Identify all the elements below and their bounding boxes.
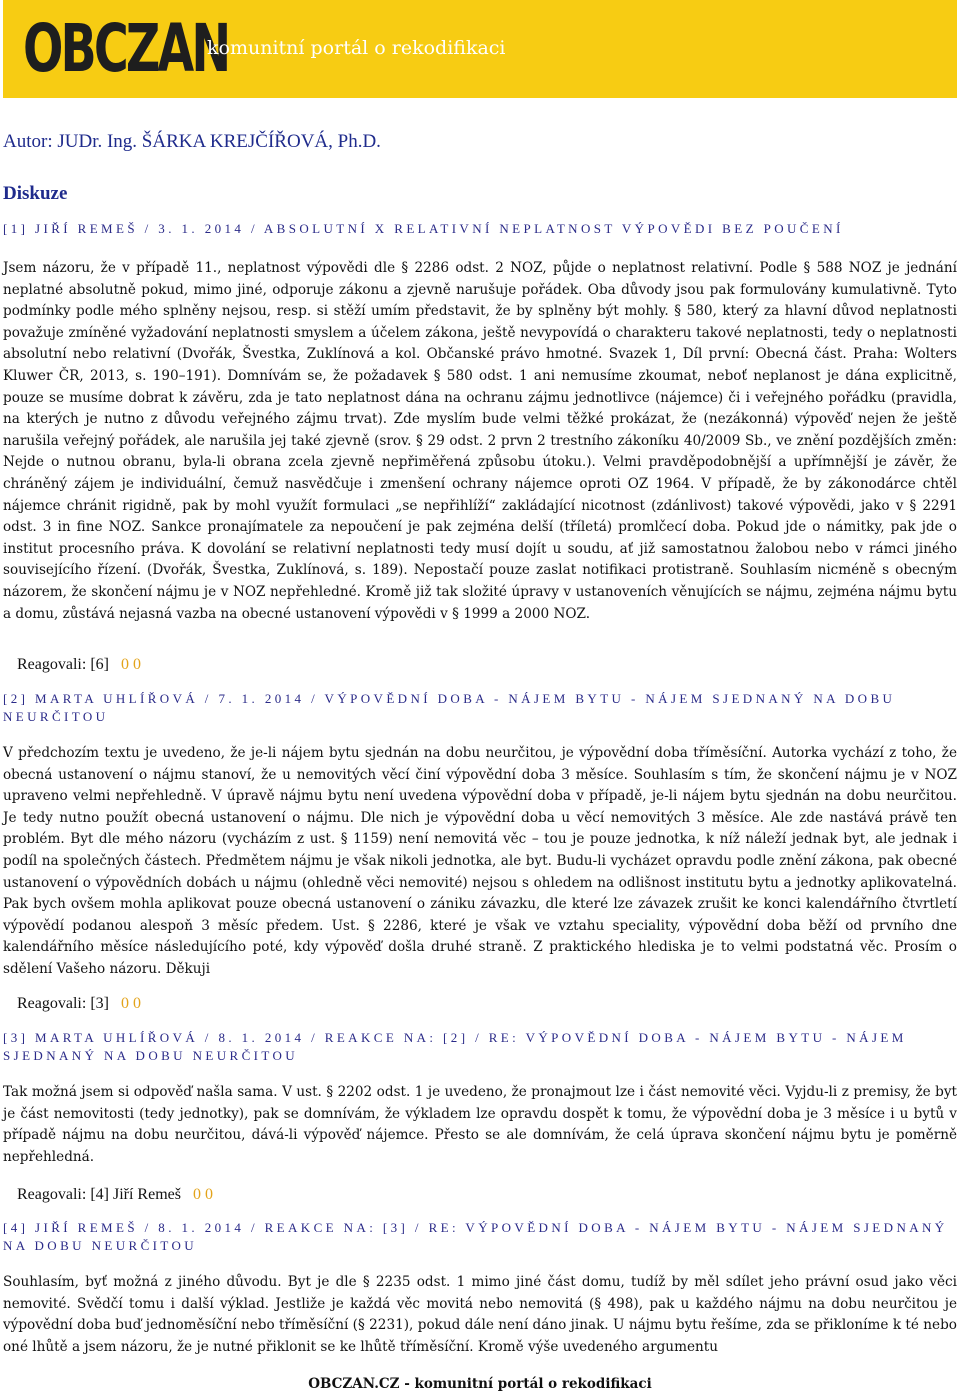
comment-text: Tak možná jsem si odpověď našla sama. V ust. § 2202 odst. 1 je uvedeno, že pronajmout lze i část nemovité věci. Vyjdu-li z premisy, že byt je část nemovitosti (tedy jednotky), pak se domnívám, že výkladem lze opravdu dospět k tomu, že výpovědní doba je 3 měsíce i u bytů v případě nájmu na dobu neurčitou, dává-li výpověď nájemce. Přesto se ale domnívám, že celá úprava skončení nájmu bytu je poměrně nepřehledná. [3,1084,957,1165]
comment-heading[interactable]: [4] JIŘÍ REMEŠ / 8. 1. 2014 / REAKCE NA: [3] / RE: VÝPOVĚDNÍ DOBA - NÁJEM BYTU - NÁJEM SJEDNANÝ NA DOBU NEURČITOU [3,1220,948,1253]
comment-reactions [17,995,141,1013]
site-logo[interactable]: OBCZAN [23,10,229,87]
vote-counts[interactable]: 0 0 [192,1186,213,1203]
comment-reactions [17,656,141,674]
vote-counts[interactable]: 0 0 [120,656,141,673]
site-tagline: komunitní portál o rekodifikaci [207,37,506,59]
reactions-label[interactable]: Reagovali: [4] Jiří Remeš [17,1186,181,1203]
comment-heading[interactable]: [1] JIŘÍ REMEŠ / 3. 1. 2014 / ABSOLUTNÍ X RELATIVNÍ NEPLATNOST VÝPOVĚDI BEZ POUČENÍ [3,221,844,236]
comment-text: Souhlasím, byť možná z jiného důvodu. Byt je dle § 2235 odst. 1 mimo jiné část domu, tudíž by měl sdílet jeho právní osud jako věci nemovité. Svědčí tomu i další výklad. Jestliže je každá věc movitá nebo nemovitá (§ 498), pak u každého nájmu na dobu neurčitou je výpovědní doba buď jednoměsíční nebo tříměsíční (§ 2231), pokud dále není dáno jinak. U nájmu bytu řešíme, zda se přikloníme k té nebo oné lhůtě a jsem názoru, že je nutné přiklonit se ke lhůtě tříměsíční. Kromě výše uvedeného argumentu [3,1274,957,1355]
comment-text: V předchozím textu je uvedeno, že je-li nájem bytu sjednán na dobu neurčitou, je výpovědní doba tříměsíční. Autorka vychází z toho, že obecná ustanovení o nájmu stanoví, že u nemovitých věcí činí výpovědní doba 3 měsíce. Souhlasím s tím, že skončení nájmu je v NOZ upraveno velmi nepřehledně. V úpravě nájmu bytu není uvedena výpovědní doba v případě, je-li nájem bytu sjednán na dobu neurčitou. Je tedy nutno použít obecná ustanovení o nájmu. Dle nich je výpovědní doba u věcí nemovitých 3 měsíce. Ale zde nastává právě ten problém. Byt dle mého názoru (vycházím z ust. § 1159) není nemovitá věc – tou je pouze jednotka, k níž náleží jednak byt, ale jednak i podíl na společných částech. Předmětem nájmu je však nikoli jednotka, ale byt. Budu-li vycházet opravdu podle znění zákona, pak obecné ustanovení o výpovědních dobách u nájmu (ohledně věci nemovité) nejsou s ohledem na odlišnost institutu bytu a jednotky aplikovatelná. Pak bych ovšem mohla aplikovat pouze obecná ustanovení o zániku závazku, dle které lze závazek zrušit ke konci kalendářního čtvrtletí výpovědí podanou alespoň 3 měsíc předem. Ust. § 2286, které je však ve vztahu speciality, výpovědní doba běží od prvního dne kalendářního měsíce následujícího poté, kdy výpověď došla druhé straně. Z praktického hlediska je to velmi podstatná věc. Prosím o sdělení Vašeho názoru. Děkuji [3,745,957,977]
reactions-label[interactable]: Reagovali: [3] [17,995,109,1012]
comment-heading[interactable]: [2] MARTA UHLÍŘOVÁ / 7. 1. 2014 / VÝPOVĚDNÍ DOBA - NÁJEM BYTU - NÁJEM SJEDNANÝ NA DOBU NEURČITOU [3,691,896,724]
header-banner [3,0,957,98]
comment-reactions [17,1186,213,1204]
vote-counts[interactable]: 0 0 [120,995,141,1012]
page-footer: OBCZAN.CZ - komunitní portál o rekodifikaci [308,1376,652,1392]
comment-heading[interactable]: [3] MARTA UHLÍŘOVÁ / 8. 1. 2014 / REAKCE NA: [2] / RE: VÝPOVĚDNÍ DOBA - NÁJEM BYTU - NÁJEM SJEDNANÝ NA DOBU NEURČITOU [3,1030,907,1063]
reactions-label[interactable]: Reagovali: [6] [17,656,109,673]
comment-text: Jsem názoru, že v případě 11., neplatnost výpovědi dle § 2286 odst. 2 NOZ, půjde o neplatnost relativní. Podle § 588 NOZ je jednání neplatné absolutně pokud, mimo jiné, odporuje zákonu a zjevně narušuje pořádek. Oba důvody jsou pak formulovány kumulativně. Tyto podmínky podle mého splněny nejsou, resp. si stěží umím představit, že by splněny být mohly. § 580, který za hlavní důvod neplatnosti považuje zmíněné vyžadování neplatnosti smyslem a účelem zákona, ještě nevypovídá o charakteru takové neplatnosti, tedy o neplatnosti absolutní nebo relativní (Dvořák, Švestka, Zuklínová a kol. Občanské právo hmotné. Svazek 1, Díl první: Obecná část. Praha: Wolters Kluwer ČR, 2013, s. 190–191). Domnívám se, že požadavek § 580 odst. 1 ani nemusíme zkoumat, neboť neplanost je dána explicitně, pouze se musíme dobrat k závěru, zda je tato neplatnost dána na ochranu zájmu jednotlivce (nájemce) či i veřejného pořádku (pravidla, na kterých je nutno z důvodu veřejného zájmu trvat). Zde myslím bude velmi těžké prokázat, že (nezákonná) výpověď nejen že ještě narušila veřejný pořádek, ale narušila jej také zjevně (srov. § 29 odst. 2 prvn 2 trestního zákoníku 40/2009 Sb., ve znění pozdějších změn: Nejde o nutnou obranu, byla-li obrana zcela zjevně nepřiměřená způsobu útoku.). Velmi pravděpodobnější a upřímnější je závěr, že chráněný zájem je individuální, čemuž nasvědčuje i zmenšení ochrany nájemce oproti OZ 1964. V případě, že by zákonodárce chtěl nájemce chránit rigidně, pak by mohl využít formulaci „se nepřihlíží“ zakládající nicotnost (zdánlivost) takové výpovědi, jako v § 2291 odst. 3 in fine NOZ. Sankce pronajímatele za nepoučení je pak zejména delší (tříletá) promlčecí doba. Pokud jde o námitky, pak jde o institut procesního práva. K dovolání se relativní neplatnosti tedy musí dojít u soudu, ať již samostatnou žalobou nebo v rámci jiného souvisejícího řízení. (Dvořák, Švestka, Zuklínová, s. 189). Nepostačí pouze zaslat notifikaci protistraně. Souhlasím nicméně s obecným názorem, že skončení nájmu je v NOZ nepřehledné. Kromě již tak složité úpravy v ustanoveních věnujících se nájmu, zejména nájmu bytu a domu, zůstává nejasná vazba na obecné ustanovení výpovědi v § 1999 a 2000 NOZ. [3,260,957,622]
article-author: Autor: JUDr. Ing. ŠÁRKA KREJČÍŘOVÁ, Ph.D. [3,131,381,152]
discussion-title: Diskuze [3,183,68,204]
